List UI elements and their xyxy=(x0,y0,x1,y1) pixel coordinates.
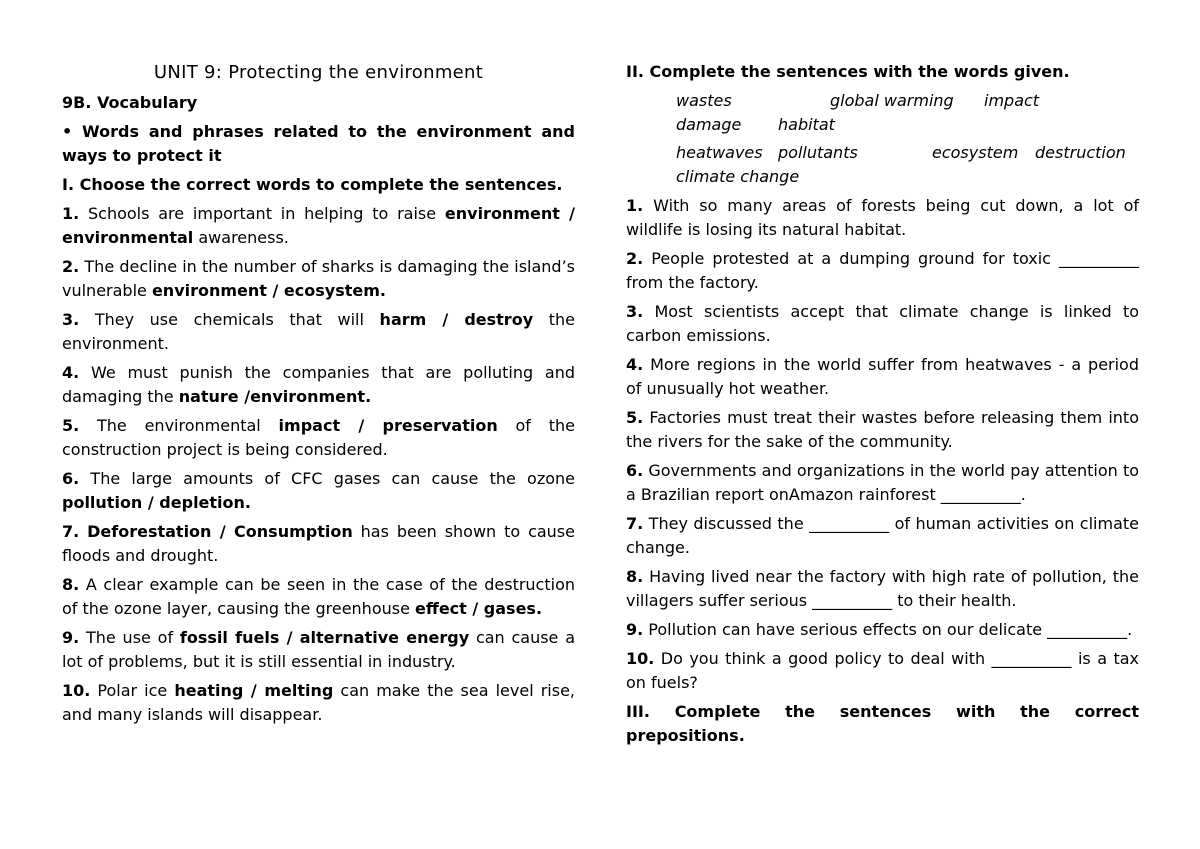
word-bank-item: impact xyxy=(984,91,1040,110)
part1-item: 5. The environmental impact / preservation of the construction project is being considered. xyxy=(62,416,576,459)
part2-item: 10. Do you think a good policy to deal with __________ is a tax on fuels? xyxy=(626,649,1139,692)
word-bank-item: damage xyxy=(676,115,742,134)
part1-heading: I. Choose the correct words to complete the sentences. xyxy=(62,175,563,194)
part2-heading: II. Complete the sentences with the words given. xyxy=(626,62,1070,81)
word-bank-item: global warming xyxy=(830,91,954,110)
part1-item: 2. The decline in the number of sharks is damaging the island’s vulnerable environment / ecosystem. xyxy=(62,257,575,300)
part2-item: 8. Having lived near the factory with high rate of pollution, the villagers suffer serious __________ to their health. xyxy=(626,567,1139,610)
part2-item: 2. People protested at a dumping ground for toxic __________ from the factory. xyxy=(626,249,1139,292)
part2-item: 5. Factories must treat their wastes before releasing them into the rivers for the sake of the community. xyxy=(626,408,1139,451)
word-bank-item: climate change xyxy=(676,167,800,186)
part1-item: 6. The large amounts of CFC gases can cause the ozone pollution / depletion. xyxy=(62,469,575,512)
part2-item: 1. With so many areas of forests being cut down, a lot of wildlife is losing its natural habitat. xyxy=(626,196,1139,239)
part3-heading: III. Complete the sentences with the correct prepositions. xyxy=(626,702,1139,745)
part2-item: 7. They discussed the __________ of human activities on climate change. xyxy=(626,514,1139,557)
word-bank-item: heatwaves xyxy=(676,143,763,162)
section-heading: 9B. Vocabulary xyxy=(62,93,198,112)
part2-item: 9. Pollution can have serious effects on our delicate __________. xyxy=(626,620,1133,639)
right-column xyxy=(626,60,1139,753)
word-bank-item: destruction xyxy=(1035,143,1126,162)
word-bank-item: habitat xyxy=(778,115,835,134)
word-bank-item: ecosystem xyxy=(932,143,1019,162)
part1-item: 7. Deforestation / Consumption has been shown to cause floods and drought. xyxy=(62,522,575,565)
part1-item: 9. The use of fossil fuels / alternative energy can cause a lot of problems, but it is still essential in industry. xyxy=(62,628,575,671)
part2-item: 4. More regions in the world suffer from heatwaves - a period of unusually hot weather. xyxy=(626,355,1139,398)
word-bank-item: wastes xyxy=(676,91,732,110)
part1-item: 8. A clear example can be seen in the case of the destruction of the ozone layer, causing the greenhouse effect / gases. xyxy=(62,575,575,618)
left-column xyxy=(62,60,575,732)
part2-item: 3. Most scientists accept that climate change is linked to carbon emissions. xyxy=(626,302,1139,345)
word-bank xyxy=(676,89,1139,189)
word-bank-item: pollutants xyxy=(778,143,858,162)
page-title: UNIT 9: Protecting the environment xyxy=(153,62,484,83)
part2-item: 6. Governments and organizations in the world pay attention to a Brazilian report onAmazon rainforest __________. xyxy=(626,461,1139,504)
part1-item: 3. They use chemicals that will harm / destroy the environment. xyxy=(62,310,575,353)
part1-item: 10. Polar ice heating / melting can make the sea level rise, and many islands will disappear. xyxy=(62,681,576,724)
part1-item: 1. Schools are important in helping to raise environment / environmental awareness. xyxy=(62,204,575,247)
part1-item: 4. We must punish the companies that are polluting and damaging the nature /environment. xyxy=(62,363,575,406)
bullet-heading: • Words and phrases related to the environment and ways to protect it xyxy=(62,122,575,165)
